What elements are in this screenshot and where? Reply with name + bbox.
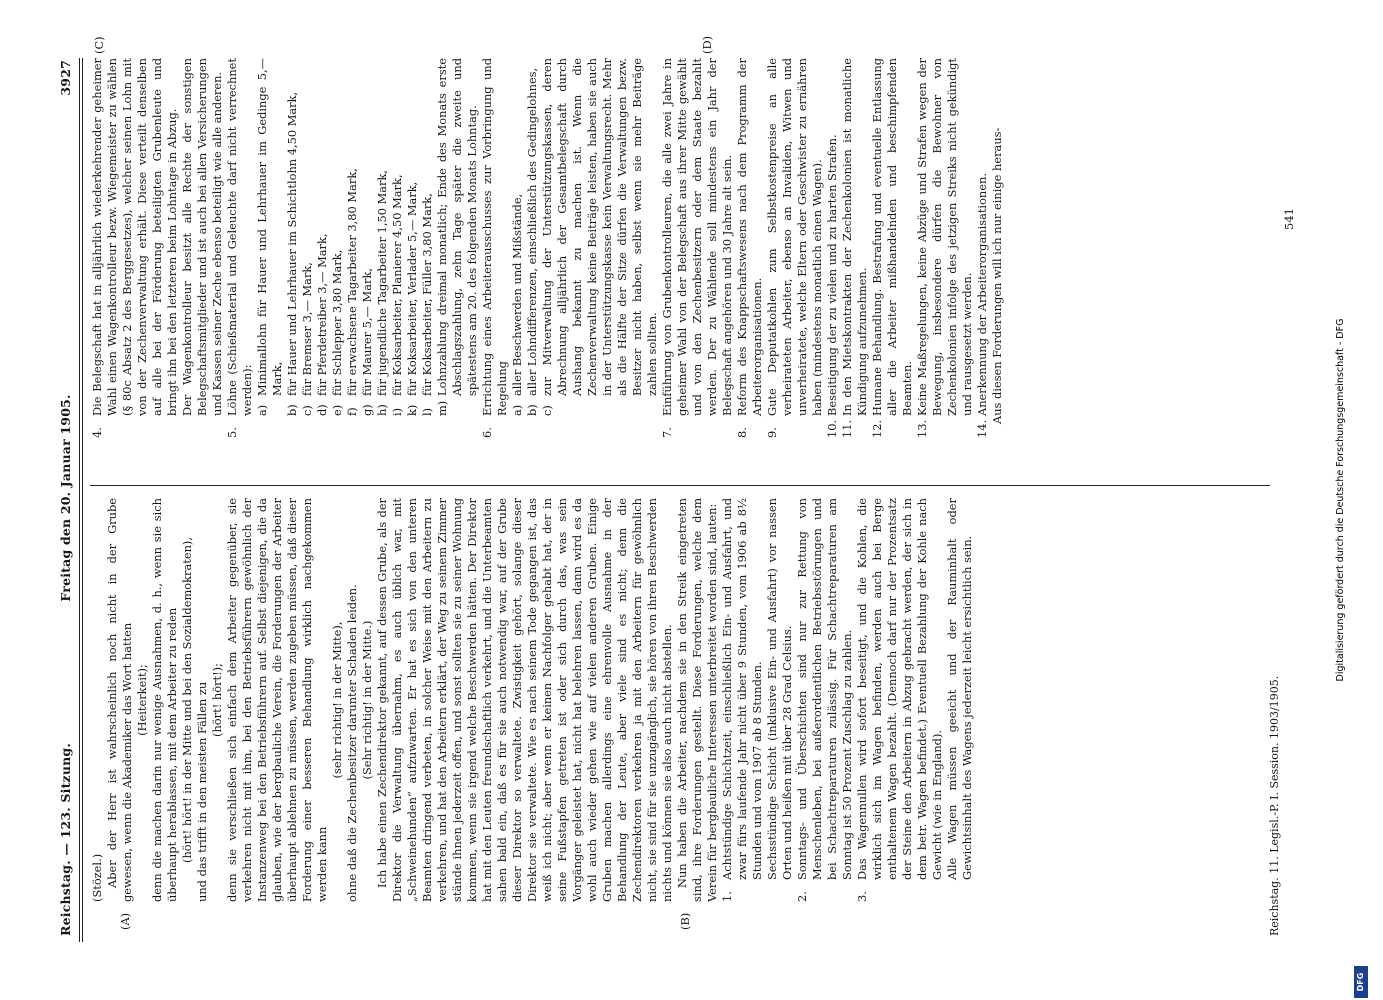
speaker: (Stözel.) bbox=[90, 853, 104, 902]
interjection: (hört! hört! in der Mitte und bei den Sozialdemokraten), bbox=[180, 537, 194, 863]
demand-item: Alle Wagen müssen geeicht und der Rauminhalt oder Gewichtsinhalt des Wagens jederzeit leicht ersichtlich sein. bbox=[945, 498, 974, 880]
wage-item: l) für Koksarbeiter, Füller 3,80 Mark, bbox=[420, 193, 434, 416]
wage-item: h) für jugendliche Tagarbeiter 1,50 Mark, bbox=[375, 169, 389, 416]
wage-item: i) für Koksarbeiter, Planierer 4,50 Mark, bbox=[390, 174, 404, 416]
digitization-credit: Digitalisierung gefördert durch die Deutsche Forschungsgemeinschaft - DFG bbox=[1335, 318, 1346, 682]
interjection: (sehr richtig! in der Mitte), bbox=[330, 621, 344, 779]
demand-item: 10. Beseitigung der zu vielen und zu harten Strafen. bbox=[825, 134, 839, 438]
dfg-logo: DFG bbox=[1354, 966, 1368, 998]
demand-item: 12. Humane Behandlung. Bestrafung und eventuelle Entlassung aller die Arbeiter mißhandelnden und beschimpfenden Beamten. bbox=[870, 58, 914, 438]
column-divider bbox=[90, 485, 1270, 486]
paragraph: ohne daß die Zechenbesitzer darunter Schaden leiden. bbox=[345, 584, 359, 902]
sheet-number: 541 bbox=[1282, 208, 1296, 230]
page-footer: Reichstag. 11. Legisl.-P. I. Session. 1903/1905. bbox=[1268, 675, 1281, 936]
paragraph: Ich habe einen Zechendirektor gekannt, auf dessen Grube, als der Direktor die Verwaltung übernahm, es auch üblich war, mit „Schweinehunden“ aufzuwarten. Er hat es sich von den unteren Beamten dringend verbeten, in solcher Weise mit den Arbeitern zu verkehren, und hat den Arbeitern erklärt, der Weg zu seinem Zimmer stände ihnen jederzeit offen, und sonst sollten sie zu seiner Wohnung kommen, wenn sie irgend welche Beschwerden hätten. Der Direktor hat mit den Leuten freundschaftlich verkehrt, und die Unterbeamten sahen bald ein, daß es für sie auch notwendig war, auf der Grube dieser Direktor so verwaltete. Zwistigkeit gehört, solange dieser Direktor sie verwaltete. Wie es nach seinem Tode gegangen ist, das weiß ich nicht; aber wenn er keinen Nachfolger gehabt hat, der in seine Fußstapfen getreten ist oder sich durch das, was sein Vorgänger geleistet hat, nicht hat belehren lassen, dann wird es da wohl auch wieder gehen wie auf vielen anderen Gruben. Einige Gruben machen allerdings eine ehrenvolle Ausnahme in der Behandlung der Leute, aber viele sind es nicht; denn die Zechendirektoren verkehren ja mit den Arbeitern für gewöhnlich nicht, sie sind für sie unzugänglich, sie hören von ihren Beschwerden nichts und können sie also auch nicht abstellen. bbox=[375, 498, 674, 902]
wage-item: f) für erwachsene Tagarbeiter 3,80 Mark, bbox=[345, 168, 359, 416]
interjection: (hört! hört!); bbox=[210, 663, 224, 737]
committee-item: b) aller Lohndifferenzen, einschließlich des Gedingelohnes, bbox=[525, 67, 539, 416]
header-rule bbox=[82, 58, 83, 942]
margin-mark-a: (A) bbox=[118, 912, 132, 930]
demand-item: 4. Die Belegschaft hat in alljährlich wiederkehrender geheimer Wahl einen Wagenkontrolleur bezw. Wiegemeister zu wählen (§ 80c Absatz 2 des Berggesetzes), welcher seinen Lohn mit von der Zechenverwaltung erhält. Diese verteilt denselben auf alle bei der Förderung beteiligten Grubenleute und bringt ihn bei den letzteren beim Lohntage in Abzug. bbox=[90, 58, 179, 438]
paragraph: denn sie verschließen sich einfach dem Arbeiter gegenüber, sie verkehren nicht mit ihm, bei den Betriebsführern gewöhnlich der Instanzenweg bei den Betriebsführern auf. Selbst diejenigen, die da glauben, wie der bergbauliche Verein, die Forderungen der Arbeiter überhaupt ablehnen zu müssen, werden zugeben müssen, daß dieser Forderung einer besseren Behandlung wirklich nachgekommen werden kann bbox=[225, 498, 329, 902]
header-left: Reichstag. — 123. Sitzung. bbox=[58, 743, 73, 936]
wage-item: e) für Schlepper 3,80 Mark, bbox=[330, 249, 344, 416]
demand-item: 8. Reform des Knappschaftswesens nach dem Programm der Arbeiterorganisationen. bbox=[735, 58, 764, 438]
right-column bbox=[90, 58, 1260, 438]
committee-item: c) zur Mitverwaltung der Unterstützungskassen, deren Abrechnung alljährlich der Gesamtbelegschaft durch Aushang bekannt zu machen ist. Wenn die Zechenverwaltung keine Beiträge leisten, haben sie auch in der Unterstützungskasse kein Verwaltungsrecht. Mehr als die Hälfte der Sitze dürfen die Verwaltungen bezw. Besitzer nicht haben, selbst wenn sie mehr Beiträge zahlen sollten. bbox=[540, 58, 659, 416]
demand-item: 14. Anerkennung der Arbeiterorganisationen. bbox=[975, 173, 989, 438]
margin-mark-b: (B) bbox=[678, 912, 692, 930]
paragraph: Aber der Herr ist wahrscheinlich noch nicht in der Grube gewesen, wenn die Akademiker das Wort hatten bbox=[105, 498, 134, 902]
wage-item: k) für Koksarbeiter, Verlader 5,— Mark, bbox=[405, 181, 419, 416]
demand-item: 5. Löhne (Schießmaterial und Geleuchte darf nicht verrechnet werden): bbox=[225, 58, 254, 438]
demand-item: 9. Gute Deputatkohlen zum Selbstkostenpreise an alle verheirateten Arbeiter, ebenso an Invaliden, Witwen und unverheiratete, welche Eltern oder Geschwister zu ernähren haben (mindestens monatlich einen Wagen). bbox=[765, 58, 824, 438]
paragraph: und das trifft in den meisten Fällen zu bbox=[195, 681, 209, 902]
demand-item: 7. Einführung von Grubenkontrolleuren, die alle zwei Jahre in geheimer Wahl von der Belegschaft aus ihrer Mitte gewählt und von den Zechenbesitzern oder dem Staate bezahlt werden. Der zu Wählende soll mindestens ein Jahr der Belegschaft angehören und 30 Jahre alt sein. bbox=[660, 58, 734, 438]
interjection: (Heiterkeit); bbox=[135, 664, 149, 736]
wage-item: c) für Bremser 3,— Mark, bbox=[300, 262, 314, 416]
demand-item: Der Wagenkontrolleur besitzt alle Rechte der sonstigen Belegschaftsmitglieder und ist auch bei allen Versicherungen und Kassen seiner Zeche ebenso beteiligt wie alle anderen. bbox=[180, 58, 224, 416]
committee-item: a) aller Beschwerden und Mißstände, bbox=[510, 193, 524, 416]
wage-item: a) Minimallohn für Hauer und Lehrhauer im Gedinge 5,— Mark, bbox=[255, 58, 284, 416]
wage-item: b) für Hauer und Lehrhauer im Schichtlohn 4,50 Mark, bbox=[285, 91, 299, 416]
paragraph: Nun haben die Arbeiter, nachdem sie in den Streik eingetreten sind, ihre Forderungen gestellt. Diese Forderungen, welche dem Verein für bergbauliche Interessen unterbreitet worden sind, lauten: bbox=[675, 498, 719, 902]
demand-item: 2. Sonntags- und Überschichten sind nur zur Rettung von Menschenleben, bei außerordentlichen Betriebsstörungen und bei Schachtreparaturen zulässig. Für Schachtreparaturen am Sonntag ist 50 Prozent Zuschlag zu zahlen. bbox=[795, 498, 854, 902]
demand-item: 3. Das Wagennullen wird sofort beseitigt, und die Kohlen, die wirklich sich im Wagen befinden, werden auch bei Berge enthaltenem Wagen bezahlt. (Dennoch darf nur der Prozentsatz der Steine den Arbeitern in Abzug gebracht werden, der sich in dem betr. Wagen befindet.) Eventuell Bezahlung der Kohle nach Gewicht (wie in England). bbox=[855, 498, 944, 902]
demand-item: 6. Errichtung eines Arbeiterausschusses zur Vorbringung und Regelung bbox=[480, 58, 509, 438]
wage-item: d) für Pferdetreiber 3,— Mark, bbox=[315, 233, 329, 416]
demand-item: Sechsstündige Schicht (inklusive Ein- und Ausfahrt) vor nassen Orten und heißen mit über 28 Grad Celsius. bbox=[765, 498, 794, 880]
margin-mark-c: (C) bbox=[92, 36, 106, 54]
interjection: (Sehr richtig! in der Mitte.) bbox=[360, 620, 374, 780]
header-center: Freitag den 20. Januar 1905. bbox=[58, 394, 73, 602]
header-page-number: 3927 bbox=[58, 60, 73, 96]
demand-item: 1. Achtstündige Schichtzeit, einschließlich Ein- und Ausfahrt, und zwar fürs laufende Jahr nicht über 9 Stunden, vom 1906 ab 8½ Stunden und vom 1907 ab 8 Stunden. bbox=[720, 498, 764, 902]
wage-item: g) für Maurer 5,— Mark, bbox=[360, 268, 374, 416]
demand-item: 11. In den Mietskontrakten der Zechenkolonien ist monatliche Kündigung aufzunehmen. bbox=[840, 58, 869, 438]
left-column bbox=[90, 498, 1260, 902]
closing-paragraph: Aus diesen Forderungen will ich nur einige heraus- bbox=[990, 127, 1004, 424]
wage-item: m) Lohnzahlung dreimal monatlich; Ende des Monats erste Abschlagszahlung, zehn Tage später die zweite und spätestens am 20. des folgenden Monats Lohntag. bbox=[435, 58, 479, 416]
header-rule-top bbox=[79, 58, 80, 942]
margin-mark-d: (D) bbox=[700, 35, 714, 54]
paragraph: denn die machen darin nur wenige Ausnahmen, d. h., wenn sie sich überhaupt herablassen, mit dem Arbeiter zu reden bbox=[150, 498, 179, 902]
demand-item: 13. Keine Maßregelungen, keine Abzüge und Strafen wegen der Bewegung, insbesondere dürfen die Bewohner von Zechenkolonien infolge des jetzigen Streiks nicht gekündigt und rausgesetzt werden. bbox=[915, 58, 974, 438]
page-header bbox=[54, 60, 80, 936]
